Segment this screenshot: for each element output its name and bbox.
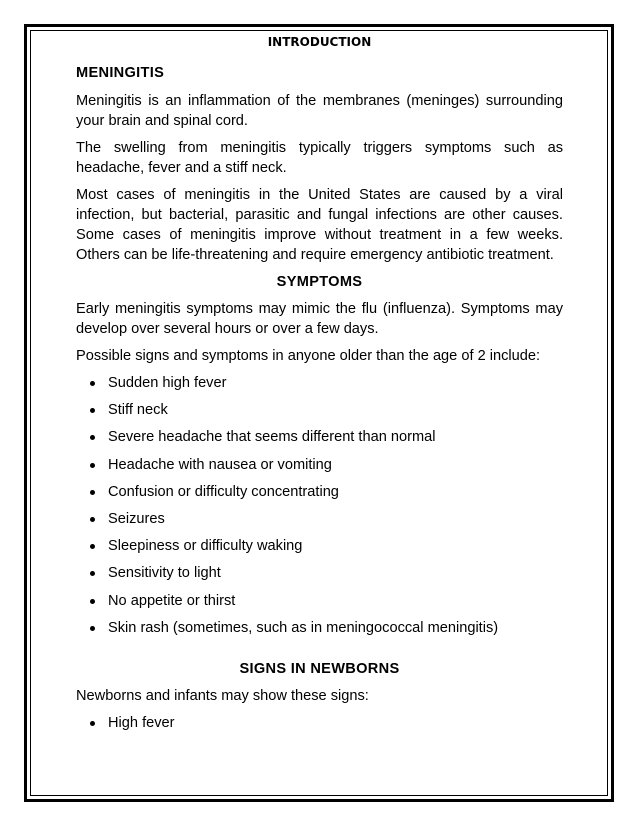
paragraph: Newborns and infants may show these signs:: [76, 687, 369, 704]
list-item-text: Headache with nausea or vomiting: [108, 456, 332, 473]
spacer: [76, 645, 563, 659]
list-item-text: Seizures: [108, 510, 165, 527]
bullet-icon: [90, 626, 95, 631]
bullet-icon: [90, 381, 95, 386]
bullet-icon: [90, 721, 95, 726]
list-item: [76, 713, 563, 740]
list-item: [76, 373, 563, 400]
paragraph: Most cases of meningitis in the United States are caused by a viral infection, but bacterial, parasitic and fungal infections are other causes. Some cases of meningitis improve without treatment in a few weeks. Others can be life-threatening and require emergency antibiotic treatment.: [76, 187, 563, 263]
bullet-icon: [90, 435, 95, 440]
intro-title: INTRODUCTION: [267, 35, 372, 49]
list-item-text: Stiff neck: [108, 402, 168, 419]
list-item: [76, 427, 563, 454]
symptoms-list: [76, 373, 563, 645]
list-item-text: No appetite or thirst: [108, 592, 236, 609]
list-item-text: High fever: [108, 714, 175, 731]
list-item: [76, 618, 563, 645]
bullet-icon: [90, 463, 95, 468]
newborn-signs-list: [76, 713, 563, 740]
list-item: [76, 563, 563, 590]
list-item-text: Skin rash (sometimes, such as in meningococcal meningitis): [108, 619, 499, 636]
list-item-text: Confusion or difficulty concentrating: [108, 483, 339, 500]
bullet-icon: [90, 571, 95, 576]
paragraph: Early meningitis symptoms may mimic the flu (influenza). Symptoms may develop over several hours or over a few days.: [76, 301, 563, 337]
list-item: [76, 509, 563, 536]
list-item-text: Sensitivity to light: [108, 565, 221, 582]
list-item: [76, 400, 563, 427]
section-heading-newborns: SIGNS IN NEWBORNS: [239, 660, 400, 677]
bullet-icon: [90, 490, 95, 495]
bullet-icon: [90, 599, 95, 604]
section-heading-meningitis: MENINGITIS: [76, 65, 165, 81]
bullet-icon: [90, 408, 95, 413]
bullet-icon: [90, 517, 95, 522]
list-item-text: Severe headache that seems different than normal: [108, 429, 436, 446]
bullet-icon: [90, 544, 95, 549]
paragraph: Meningitis is an inflammation of the membranes (meninges) surrounding your brain and spinal cord.: [76, 93, 563, 129]
document-content: [76, 33, 563, 740]
list-item: [76, 482, 563, 509]
paragraph: Possible signs and symptoms in anyone older than the age of 2 include:: [76, 348, 541, 364]
list-item: [76, 591, 563, 618]
paragraph: The swelling from meningitis typically triggers symptoms such as headache, fever and a stiff neck.: [76, 140, 563, 176]
list-item-text: Sudden high fever: [108, 375, 227, 391]
list-item: [76, 455, 563, 482]
list-item: [76, 536, 563, 563]
list-item-text: Sleepiness or difficulty waking: [108, 538, 303, 555]
section-heading-symptoms: SYMPTOMS: [276, 274, 363, 290]
